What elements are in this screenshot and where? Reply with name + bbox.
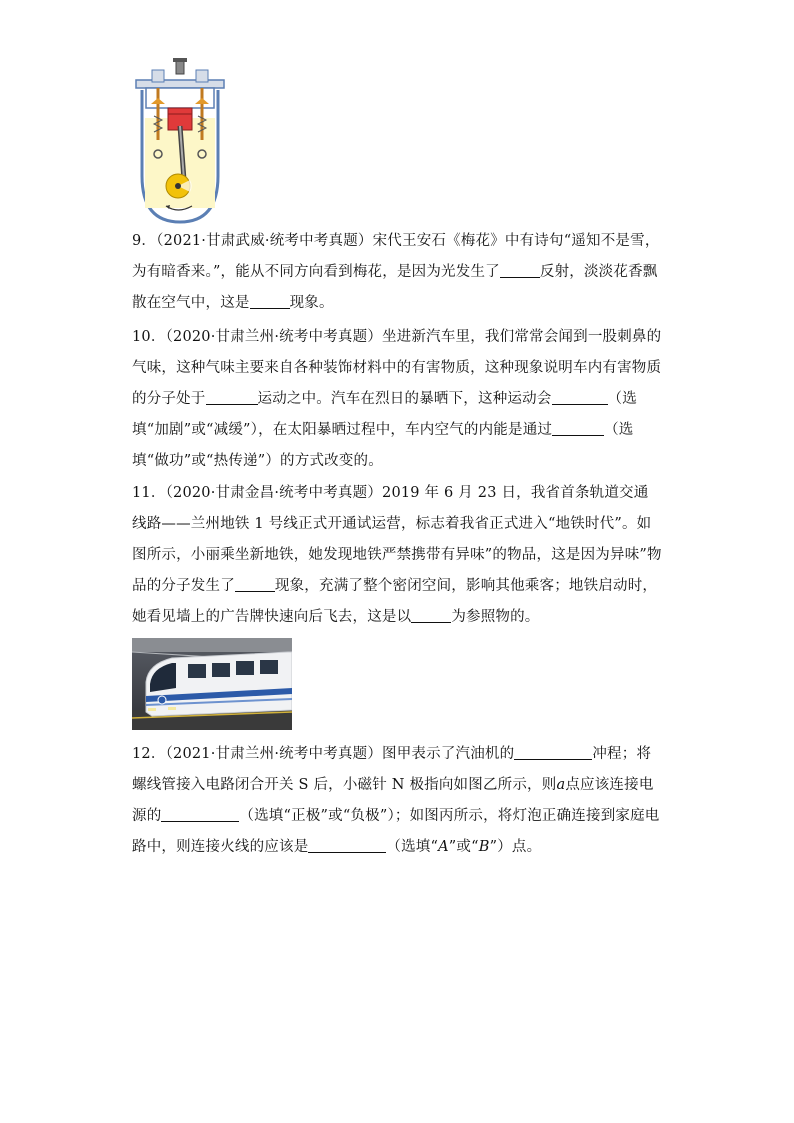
point-a-label: a: [556, 777, 566, 793]
question-11: 11．（2020·甘肃金昌·统考中考真题）2019 年 6 月 23 日，我省首条轨道交通线路——兰州地铁 1 号线正式开通试运营，标志着我省正式进入“地铁时代”。如图所示，小丽乘坐新地铁，她发现地铁严禁携带有异味”的物品，这是因为异味”物品的分子发生了 现象，充满了整个密闭空间，影响其他乘客；地铁启动时，她看见墙上的广告牌快速向后飞去，这是以 为参照物的。: [132, 485, 662, 625]
answer-blank[interactable]: [552, 421, 604, 437]
question-number: 10．: [132, 329, 166, 345]
question-source: （2021·甘肃武威·统考中考真题）: [156, 233, 373, 249]
engine-cylinder-figure: [132, 58, 228, 228]
subway-train-photo: [132, 638, 292, 730]
answer-blank[interactable]: [500, 263, 540, 279]
answer-blank[interactable]: [514, 745, 592, 761]
answer-blank[interactable]: [161, 807, 239, 823]
question-number: 12．: [132, 746, 166, 762]
question-source: （2021·甘肃兰州·统考中考真题）: [165, 746, 383, 762]
question-source: （2020·甘肃金昌·统考中考真题）: [165, 485, 383, 501]
question-number: 11．: [132, 485, 166, 501]
question-10: 10．（2020·甘肃兰州·统考中考真题）坐进新汽车里，我们常常会闻到一股刺鼻的气味，这种气味主要来自各种装饰材料中的有害物质，这种现象说明车内有害物质的分子处于 运动之中。汽车在烈日的暴晒下，这种运动会 （选填“加剧”或“减缓”），在太阳暴晒过程中，车内空气的内能是通过 （选填“做功”或“热传递”）的方式改变的。: [132, 329, 662, 469]
question-source: （2020·甘肃兰州·统考中考真题）: [165, 329, 383, 345]
answer-blank[interactable]: [235, 577, 275, 593]
question-9: 9．（2021·甘肃武威·统考中考真题）宋代王安石《梅花》中有诗句“遥知不是雪，为有暗香来。”，能从不同方向看到梅花，是因为光发生了 反射，淡淡花香飘散在空气中，这是 现象。: [132, 233, 660, 311]
answer-blank[interactable]: [411, 608, 451, 624]
answer-blank[interactable]: [250, 294, 290, 310]
point-A-label: A: [438, 839, 449, 855]
question-12: 12．（2021·甘肃兰州·统考中考真题）图甲表示了汽油机的 冲程；将螺线管接入电路闭合开关 S 后，小磁针 N 极指向如图乙所示，则a点应该连接电源的 （选填“正极”或“负极”）；如图丙所示，将灯泡正确连接到家庭电路中，则连接火线的应该是 （选填“A”或“B”）点。: [132, 746, 660, 855]
question-number: 9．: [132, 233, 157, 249]
answer-blank[interactable]: [206, 390, 258, 406]
answer-blank[interactable]: [552, 390, 608, 406]
answer-blank[interactable]: [308, 838, 386, 854]
point-B-label: B: [478, 839, 490, 855]
